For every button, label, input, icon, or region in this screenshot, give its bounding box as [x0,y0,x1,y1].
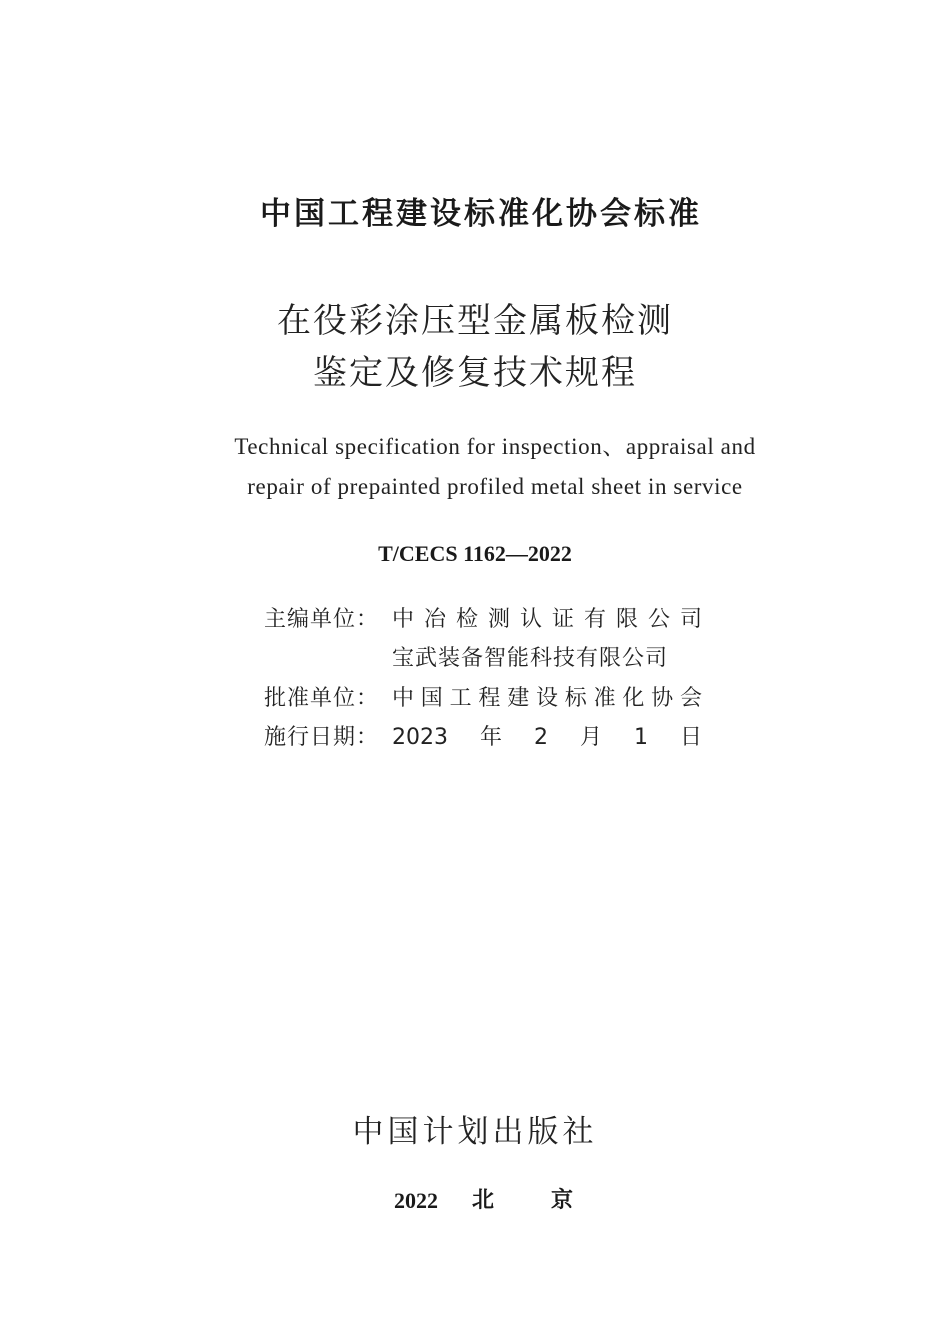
association-standard-heading: 中国工程建设标准化协会标准 [260,196,702,232]
approval-label: 批准单位： [264,686,380,711]
title-zh-line1: 在役彩涂压型金属板检测 [277,301,673,341]
publisher-name: 中国计划出版社 [352,1114,598,1150]
title-zh-line2: 鉴定及修复技术规程 [313,353,637,393]
approval-org: 中国工程建设标准化协会 [392,686,702,711]
imprint-year: 2022 [394,1188,438,1213]
effective-label: 施行日期： [264,725,380,750]
chief-editor-org1: 中冶检测认证有限公司 [392,607,702,632]
imprint-city-part2: 京 [551,1188,574,1213]
title-en-line2: repair of prepainted profiled metal sheet in service [247,474,743,499]
title-en-line1: Technical specification for inspection、appraisal and [234,434,756,459]
imprint-city-part1: 北 [472,1188,495,1213]
standard-code: T/CECS 1162—2022 [378,541,572,566]
chief-editor-org2: 宝武装备智能科技有限公司 [392,646,669,671]
chief-editor-label: 主编单位： [264,607,380,632]
effective-date: 2023年2月1日 [392,725,702,750]
